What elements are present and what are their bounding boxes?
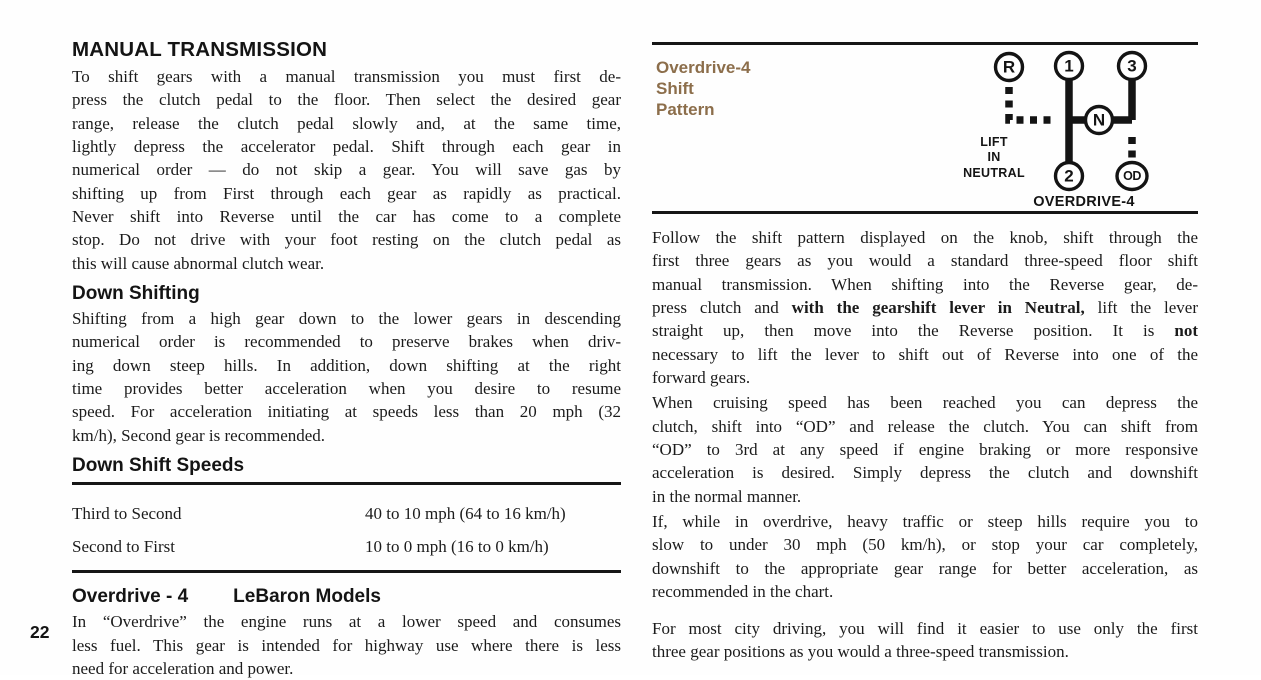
section-heading-overdrive-4: Overdrive - 4 [72,586,189,608]
section-heading-down-shift-speeds: Down Shift Speeds [72,455,245,477]
table-cell-speed-range: 40 to 10 mph (64 to 16 km/h) [365,504,566,524]
shift-pattern-svg [946,45,1158,213]
lift-note-line: NEUTRAL [963,166,1025,180]
shift-pattern-label-line: Overdrive-4 [656,58,751,77]
section-heading-lebaron-models: LeBaron Models [233,586,381,608]
text-line: “OD” to 3rd at any speed if engine braking or more responsive [652,440,1198,460]
section-heading-manual-transmission: MANUAL TRANSMISSION [72,38,328,61]
text-line: stop. Do not drive with your foot resting on the clutch pedal as [72,230,621,250]
reverse-engage-dashed-path [1009,87,1056,120]
text-line: in the normal manner. [652,486,802,506]
overdrive-slowdown-paragraph [652,510,1198,603]
table-cell-gear-change: Second to First [72,537,175,557]
text-line: three gear positions as you would a three-speed transmission. [652,641,1069,661]
text-line: first three gears as you would a standard three-speed floor shift [652,251,1198,271]
text-line: slow to under 30 mph (50 km/h), or stop your car completely, [652,535,1198,555]
shift-pattern-label [652,45,822,120]
text-line: speed. For acceleration initiating at speeds less than 20 mph (32 [72,402,621,422]
gear-label-third: 3 [1127,56,1137,76]
section-heading-down-shifting: Down Shifting [72,283,200,305]
text-line: km/h), Second gear is recommended. [72,425,326,445]
gear-label-neutral: N [1092,110,1106,130]
shift-pattern-label-line: Pattern [656,100,715,119]
text-line: If, while in overdrive, heavy traffic or steep hills require you to [652,512,1198,532]
text-line: acceleration is desired. Simply depress the clutch and downshift [652,463,1198,483]
cruising-speed-paragraph [652,391,1198,508]
follow-shift-pattern-paragraph [652,226,1198,389]
text-line: necessary to lift the lever to shift out of Reverse into one of the [652,344,1198,364]
text-line: For most city driving, you will find it easier to use only the first [652,618,1198,638]
text-line: When cruising speed has been reached you can depress the [652,393,1198,413]
text-line: Never shift into Reverse until the car has come to a complete [72,207,621,227]
text-line: ing down steep hills. In addition, down shifting at the right [72,355,621,375]
text-line: time provides better acceleration when you desire to resume [72,379,621,399]
lift-note-line: IN [987,150,1001,164]
text-line: this will cause abnormal clutch wear. [72,253,325,273]
city-driving-paragraph [652,617,1198,664]
shift-pattern-diagram [946,45,1158,218]
text-line: lightly depress the accelerator pedal. Shift through each gear in [72,137,621,157]
text-line: less fuel. This gear is intended for highway use where there is less [72,635,621,655]
overdrive-heading-row [72,585,621,608]
text-line: forward gears. [652,368,751,388]
gear-label-overdrive: OD [1123,169,1141,183]
text-line: press clutch and with the gearshift lever in Neutral, lift the lever [652,298,1198,318]
text-line: In “Overdrive” the engine runs at a lower speed and consumes [72,612,621,632]
text-line: Shifting from a high gear down to the lower gears in descending [72,309,621,329]
text-line: To shift gears with a manual transmission you must first de- [72,67,621,86]
manual-transmission-paragraph [72,65,621,275]
table-row [72,503,621,525]
gear-label-second: 2 [1064,166,1074,186]
text-line: downshift to the appropriate gear range for better acceleration, as [652,558,1198,578]
left-column [72,38,621,680]
table-cell-speed-range: 10 to 0 mph (16 to 0 km/h) [365,537,549,557]
table-cell-gear-change: Third to Second [72,504,182,524]
text-line: range, release the clutch pedal slowly and, at the same time, [72,113,621,133]
text-line: shifting up from First through each gear as rapidly as practical. [72,183,621,203]
text-line: need for acceleration and power. [72,658,294,678]
text-line: numerical order is recommended to preserve brakes when driv- [72,332,621,352]
text-line: manual transmission. When shifting into the Reverse gear, de- [652,274,1198,294]
text-line: straight up, then move into the Reverse position. It is not [652,321,1198,341]
table-row [72,536,621,558]
diagram-caption: OVERDRIVE-4 [1033,194,1135,210]
text-line: clutch, shift into “OD” and release the clutch. You can shift from [652,416,1198,436]
text-line: recommended in the chart. [652,582,834,602]
shift-pattern-panel [652,42,1198,214]
right-column [652,42,1198,663]
text-line: Follow the shift pattern displayed on the knob, shift through the [652,228,1198,247]
shift-pattern-label-line: Shift [656,79,694,98]
down-shift-speeds-table [72,482,621,573]
down-shifting-paragraph [72,307,621,447]
text-line: numerical order — do not skip a gear. You will save gas by [72,160,621,180]
gear-label-first: 1 [1064,56,1074,76]
lift-note-line: LIFT [980,135,1008,149]
overdrive-paragraph [72,610,621,680]
gear-label-reverse: R [1002,57,1016,77]
page-number: 22 [30,622,50,642]
text-line: press the clutch pedal to the floor. Then select the desired gear [72,90,621,110]
